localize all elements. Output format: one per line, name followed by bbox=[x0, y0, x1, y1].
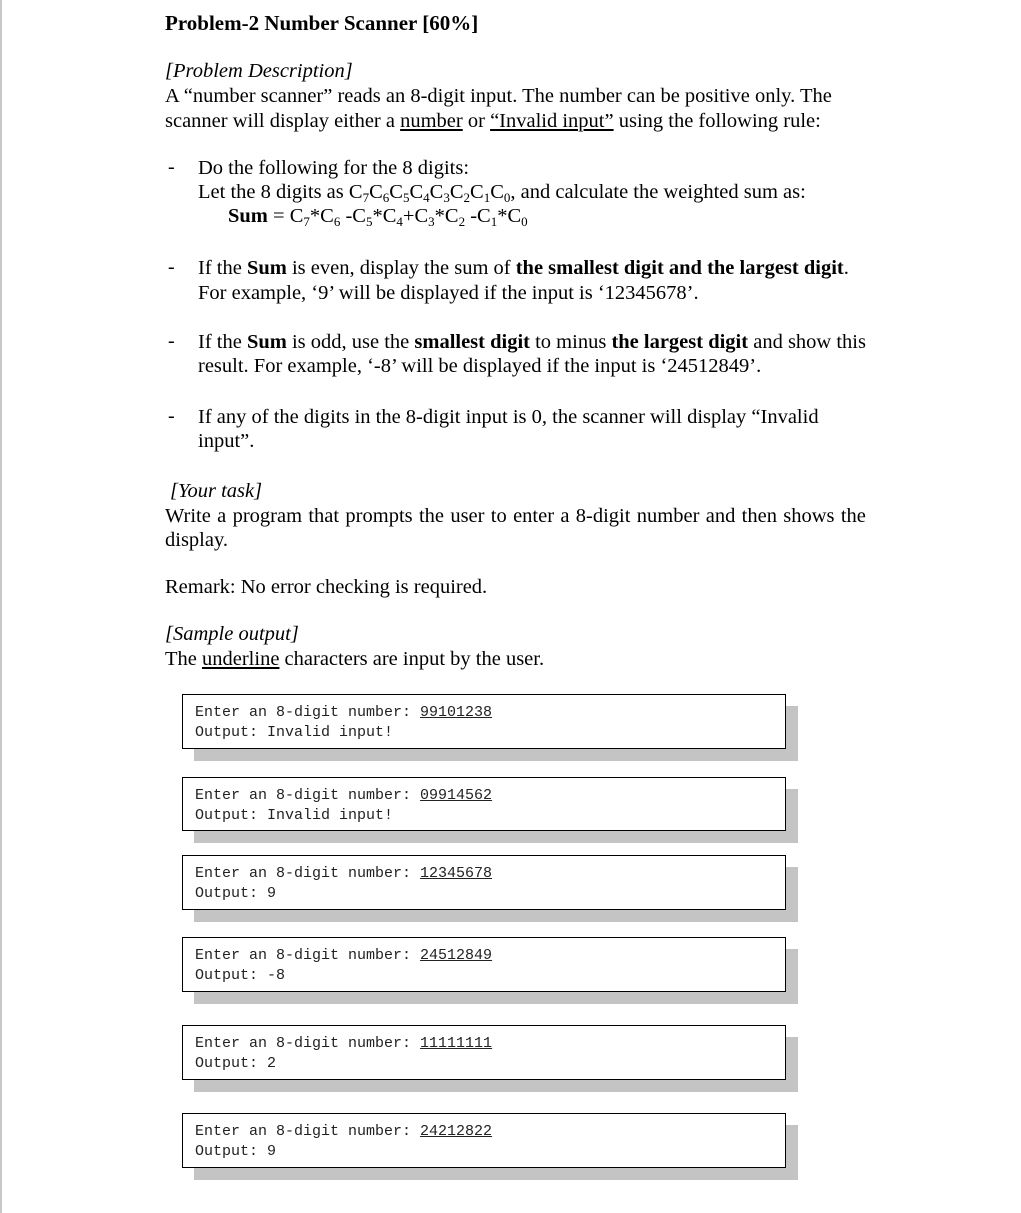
sample-intro bbox=[165, 647, 544, 671]
intro-line-1: A “number scanner” reads an 8-digit input. The number can be positive only. The bbox=[165, 85, 832, 107]
prompt-line bbox=[195, 1122, 773, 1142]
intro-invalid-word: “Invalid input” bbox=[490, 110, 614, 132]
sample-output-heading: [Sample output] bbox=[165, 623, 299, 645]
output-line: Output: 9 bbox=[195, 1143, 277, 1160]
problem-description-heading: [Problem Description] bbox=[165, 60, 353, 82]
prompt-text: Enter an 8-digit number: bbox=[195, 1123, 421, 1140]
sample-intro-text: characters are input by the user. bbox=[279, 648, 545, 670]
intro-text: or bbox=[462, 110, 491, 132]
prompt-line bbox=[195, 703, 773, 723]
intro-text: scanner will display either a bbox=[165, 110, 401, 132]
intro-line-2 bbox=[165, 109, 821, 133]
sample-output-box bbox=[182, 694, 786, 749]
bullet1-line-1: Do the following for the 8 digits: bbox=[198, 157, 470, 179]
bullet4-line-1: If any of the digits in the 8-digit input is 0, the scanner will display “Invalid bbox=[198, 406, 819, 428]
user-input: 99101238 bbox=[420, 704, 493, 721]
sample-output-box bbox=[182, 777, 786, 831]
sample-intro-text: The bbox=[165, 648, 202, 670]
prompt-line bbox=[195, 946, 773, 966]
bullet3-bold: the largest digit bbox=[611, 331, 749, 353]
bullet2-line-1 bbox=[198, 256, 849, 280]
output-line: Output: 9 bbox=[195, 885, 277, 902]
prompt-text: Enter an 8-digit number: bbox=[195, 947, 421, 964]
page-left-edge bbox=[0, 0, 2, 1213]
bullet3-line-2: result. For example, ‘-8’ will be displayed if the input is ‘24512849’. bbox=[198, 355, 762, 377]
bullet-dash: - bbox=[168, 330, 175, 352]
bullet3-text: to minus bbox=[529, 331, 612, 353]
intro-number-word: number bbox=[400, 110, 463, 132]
bullet3-text: is odd, use the bbox=[286, 331, 415, 353]
bullet4-line-2: input”. bbox=[198, 430, 255, 452]
user-input: 24512849 bbox=[420, 947, 493, 964]
user-input: 11111111 bbox=[420, 1035, 493, 1052]
user-input: 24212822 bbox=[420, 1123, 493, 1140]
prompt-line bbox=[195, 1034, 773, 1054]
bullet-dash: - bbox=[168, 256, 175, 278]
bullet1-text: , and calculate the weighted sum as: bbox=[510, 181, 806, 203]
prompt-text: Enter an 8-digit number: bbox=[195, 865, 421, 882]
remark: Remark: No error checking is required. bbox=[165, 576, 488, 598]
bullet3-text: and show this bbox=[748, 331, 866, 353]
bullet-dash: - bbox=[168, 156, 175, 178]
bullet2-text: is even, display the sum of bbox=[286, 257, 516, 279]
bullet1-line-2: Let the 8 digits as $C_7C_6C_5C_4C_3C_2C_1C_0$, and calculate the weighted sum as: bbox=[198, 181, 806, 205]
sample-output-box bbox=[182, 855, 786, 910]
output-line: Output: Invalid input! bbox=[195, 807, 394, 824]
output-line: Output: -8 bbox=[195, 967, 286, 984]
prompt-text: Enter an 8-digit number: bbox=[195, 704, 421, 721]
bullet2-text: If the bbox=[198, 257, 247, 279]
output-line: Output: 2 bbox=[195, 1055, 277, 1072]
bullet1-text: Let the 8 digits as C bbox=[198, 181, 363, 203]
prompt-line bbox=[195, 864, 773, 884]
bullet2-bold: the smallest digit and the largest digit bbox=[515, 257, 844, 279]
bullet3-text: If the bbox=[198, 331, 247, 353]
sum-keyword: Sum bbox=[246, 257, 287, 279]
sample-output-box bbox=[182, 937, 786, 992]
bullet3-line-1 bbox=[198, 330, 866, 354]
problem-title: Problem-2 Number Scanner [60%] bbox=[165, 11, 479, 35]
user-input: 09914562 bbox=[420, 787, 493, 804]
prompt-line bbox=[195, 786, 773, 806]
output-line: Output: Invalid input! bbox=[195, 724, 394, 741]
task-heading: [Your task] bbox=[170, 480, 263, 502]
sum-keyword: Sum bbox=[246, 331, 287, 353]
bullet-dash: - bbox=[168, 405, 175, 427]
sample-output-box bbox=[182, 1113, 786, 1168]
formula-equals: = bbox=[267, 205, 290, 227]
user-input: 12345678 bbox=[420, 865, 493, 882]
sum-formula: Sum = $C_7*C_6$ $-C_5*C_4+C_3*C_2$ $-C_1*C_0$ bbox=[228, 205, 528, 229]
task-line-1: Write a program that prompts the user to enter a 8-digit number and then shows the bbox=[165, 505, 866, 527]
prompt-text: Enter an 8-digit number: bbox=[195, 1035, 421, 1052]
intro-text: using the following rule: bbox=[613, 110, 821, 132]
sample-output-box bbox=[182, 1025, 786, 1080]
bullet2-text: . bbox=[843, 257, 849, 279]
bullet3-bold: smallest digit bbox=[414, 331, 530, 353]
sample-intro-underline: underline bbox=[202, 648, 280, 670]
prompt-text: Enter an 8-digit number: bbox=[195, 787, 421, 804]
task-line-2: display. bbox=[165, 529, 229, 551]
bullet2-line-2: For example, ‘9’ will be displayed if the input is ‘12345678’. bbox=[198, 282, 699, 304]
sum-label: Sum bbox=[228, 205, 268, 227]
